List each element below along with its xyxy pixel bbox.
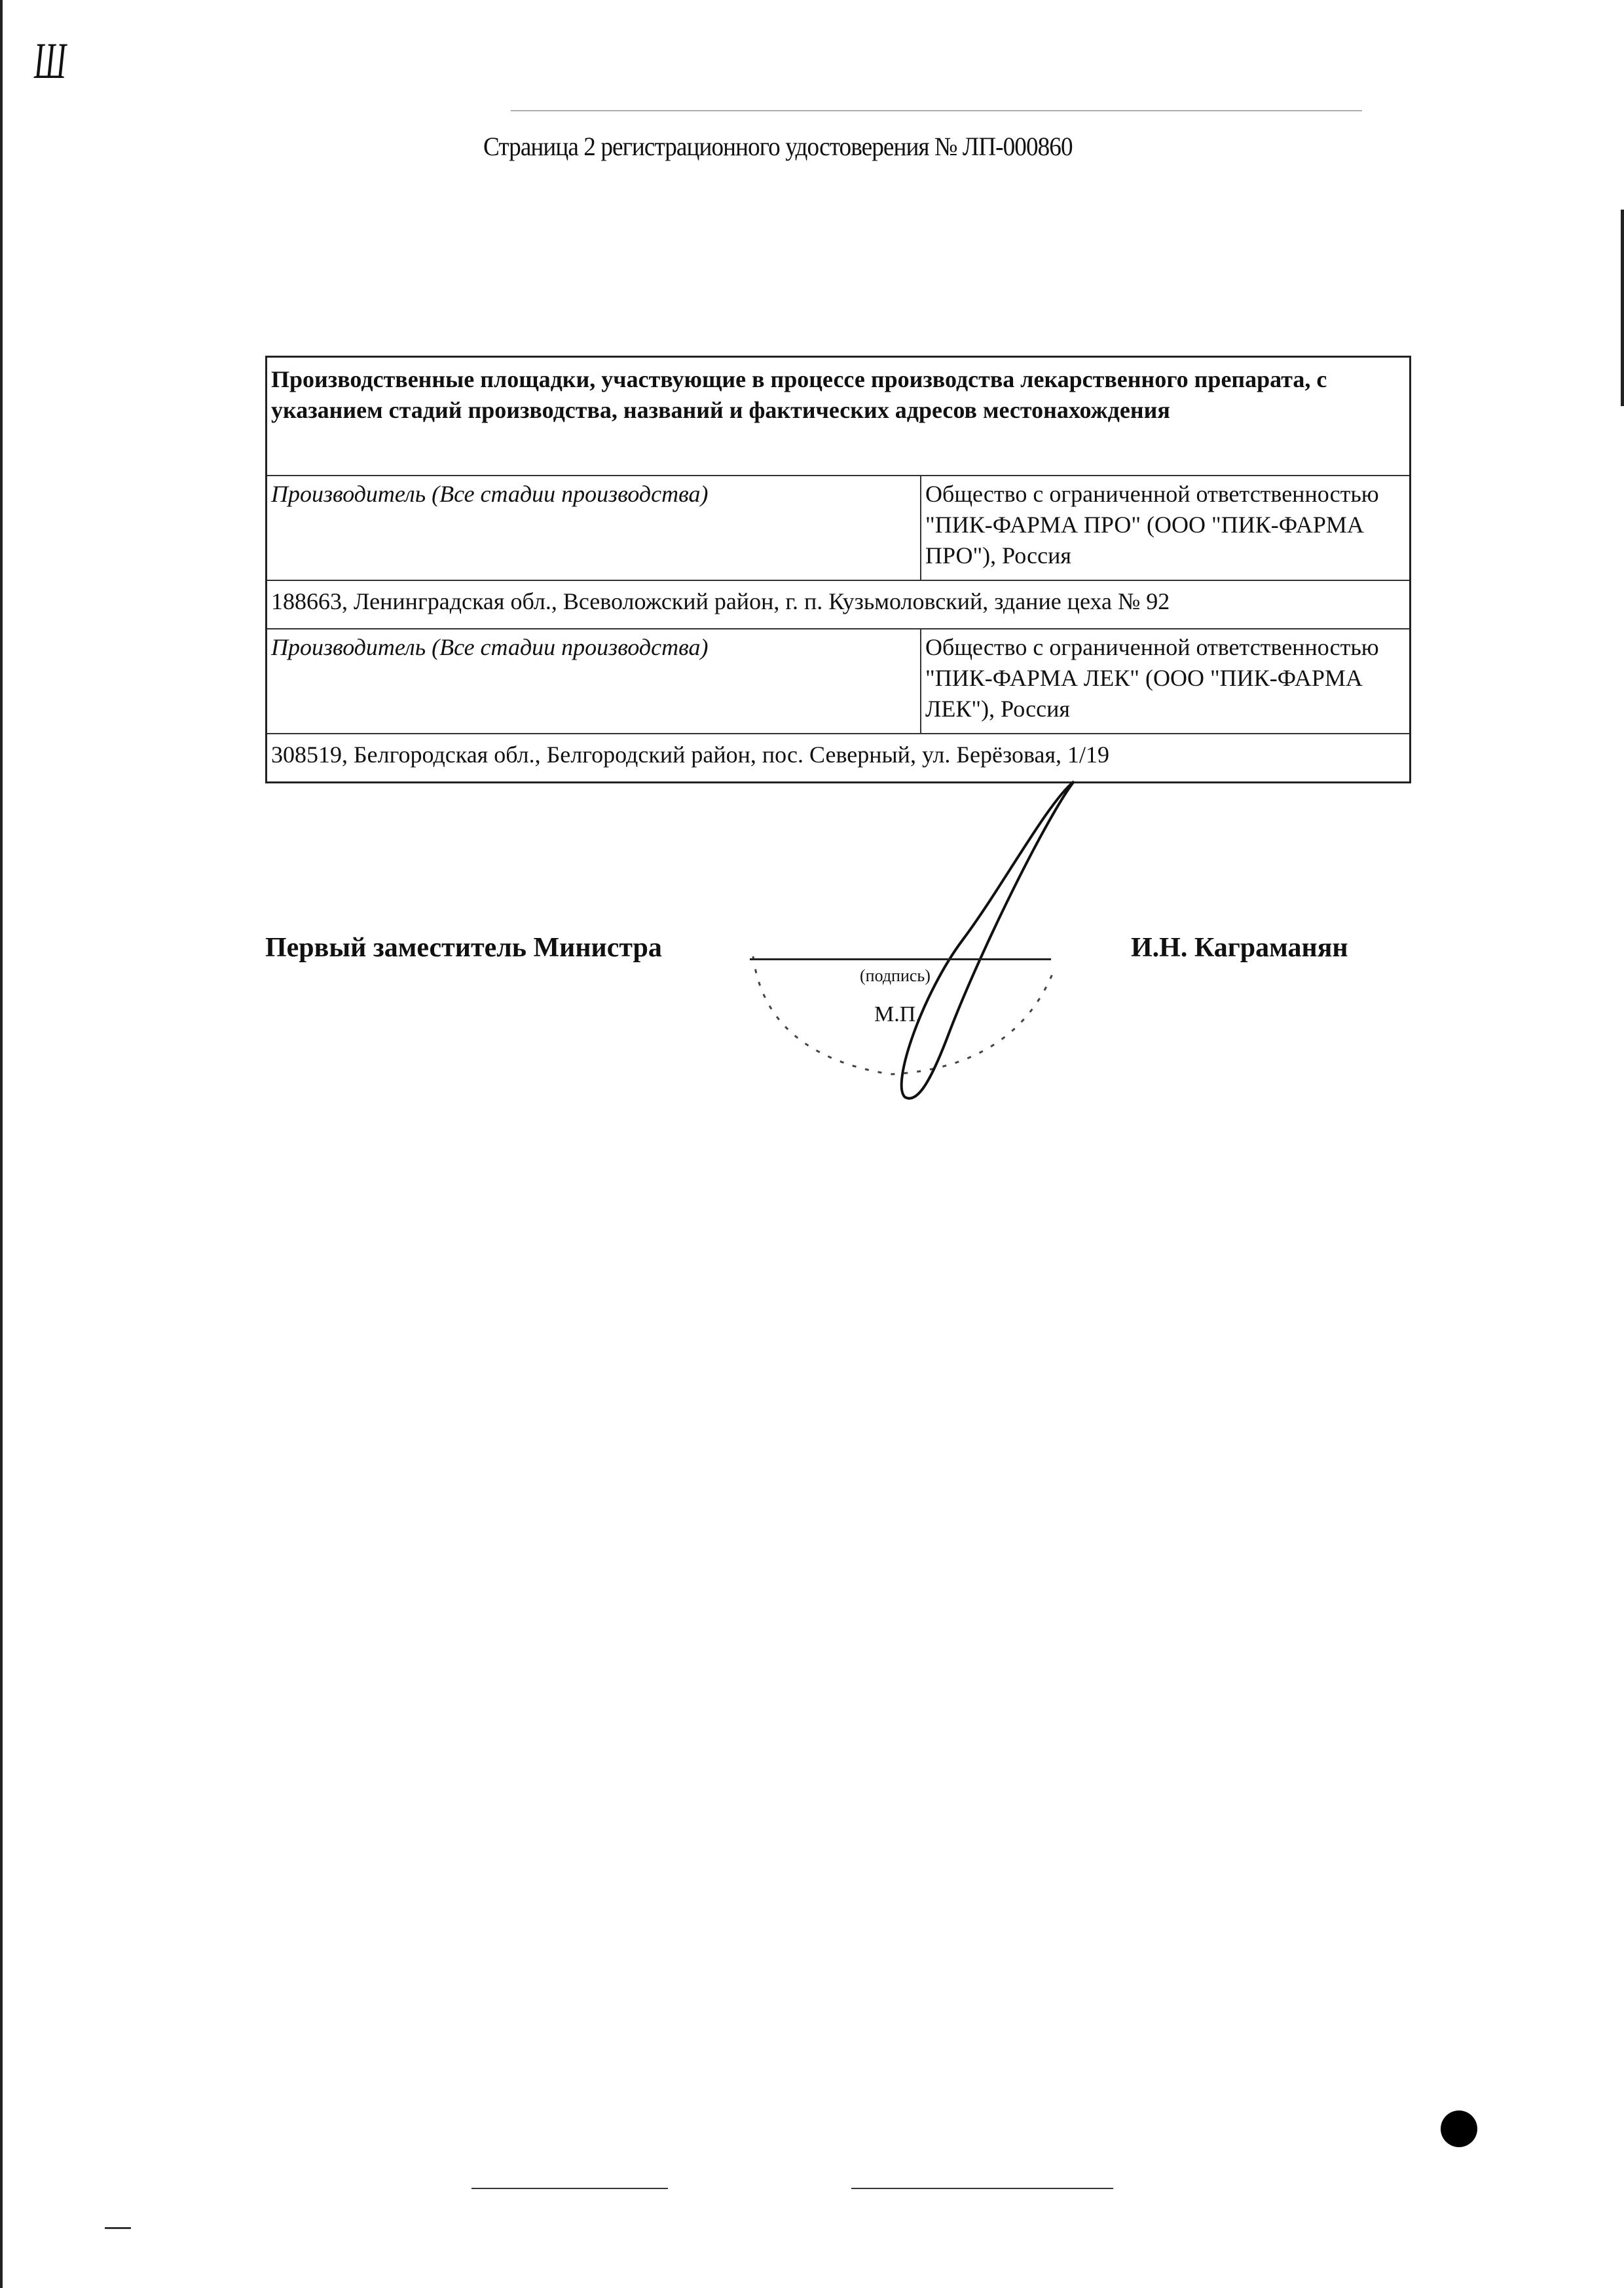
stamp-label: М.П. [874, 1002, 921, 1026]
table-header-row [267, 357, 1411, 476]
table-row [267, 476, 1411, 580]
scan-noise [511, 110, 1362, 111]
site-address: 188663, Ленинградская обл., Всеволожский район, г. п. Кузьмоловский, здание цеха № 92 [267, 580, 1411, 629]
site-organization: Общество с ограниченной ответственностью "ПИК-ФАРМА ЛЕК" (ООО "ПИК-ФАРМА ЛЕК"), Россия [921, 629, 1411, 734]
signatory-name: И.Н. Каграманян [1131, 933, 1348, 963]
handwritten-margin-mark: Ш [34, 32, 66, 89]
signature-caption: (подпись) [860, 966, 931, 985]
site-address: 308519, Белгородская обл., Белгородский район, пос. Северный, ул. Берёзовая, 1/19 [267, 734, 1411, 783]
production-sites-table [265, 356, 1411, 783]
signature-line [750, 958, 1051, 960]
table-header: Производственные площадки, участвующие в процессе производства лекарственного препарата, с указанием стадий производства, названий и фактических адресов местонахождения [267, 357, 1411, 476]
page-header: Страница 2 регистрационного удостоверения № ЛП-000860 [483, 132, 1073, 161]
table-row [267, 629, 1411, 734]
signature-block [265, 914, 1411, 1026]
site-role: Производитель (Все стадии производства) [267, 629, 921, 734]
scan-noise [851, 2188, 1113, 2189]
scan-edge-right [1621, 210, 1624, 406]
table-row [267, 580, 1411, 629]
scan-edge-left [0, 0, 3, 2288]
scan-noise [105, 2227, 131, 2229]
signatory-position: Первый заместитель Министра [265, 933, 662, 963]
scan-noise [471, 2188, 668, 2189]
scan-hole-punch-mark [1441, 2110, 1477, 2147]
site-role: Производитель (Все стадии производства) [267, 476, 921, 580]
table-row [267, 734, 1411, 783]
site-organization: Общество с ограниченной ответственностью "ПИК-ФАРМА ПРО" (ООО "ПИК-ФАРМА ПРО"), Россия [921, 476, 1411, 580]
